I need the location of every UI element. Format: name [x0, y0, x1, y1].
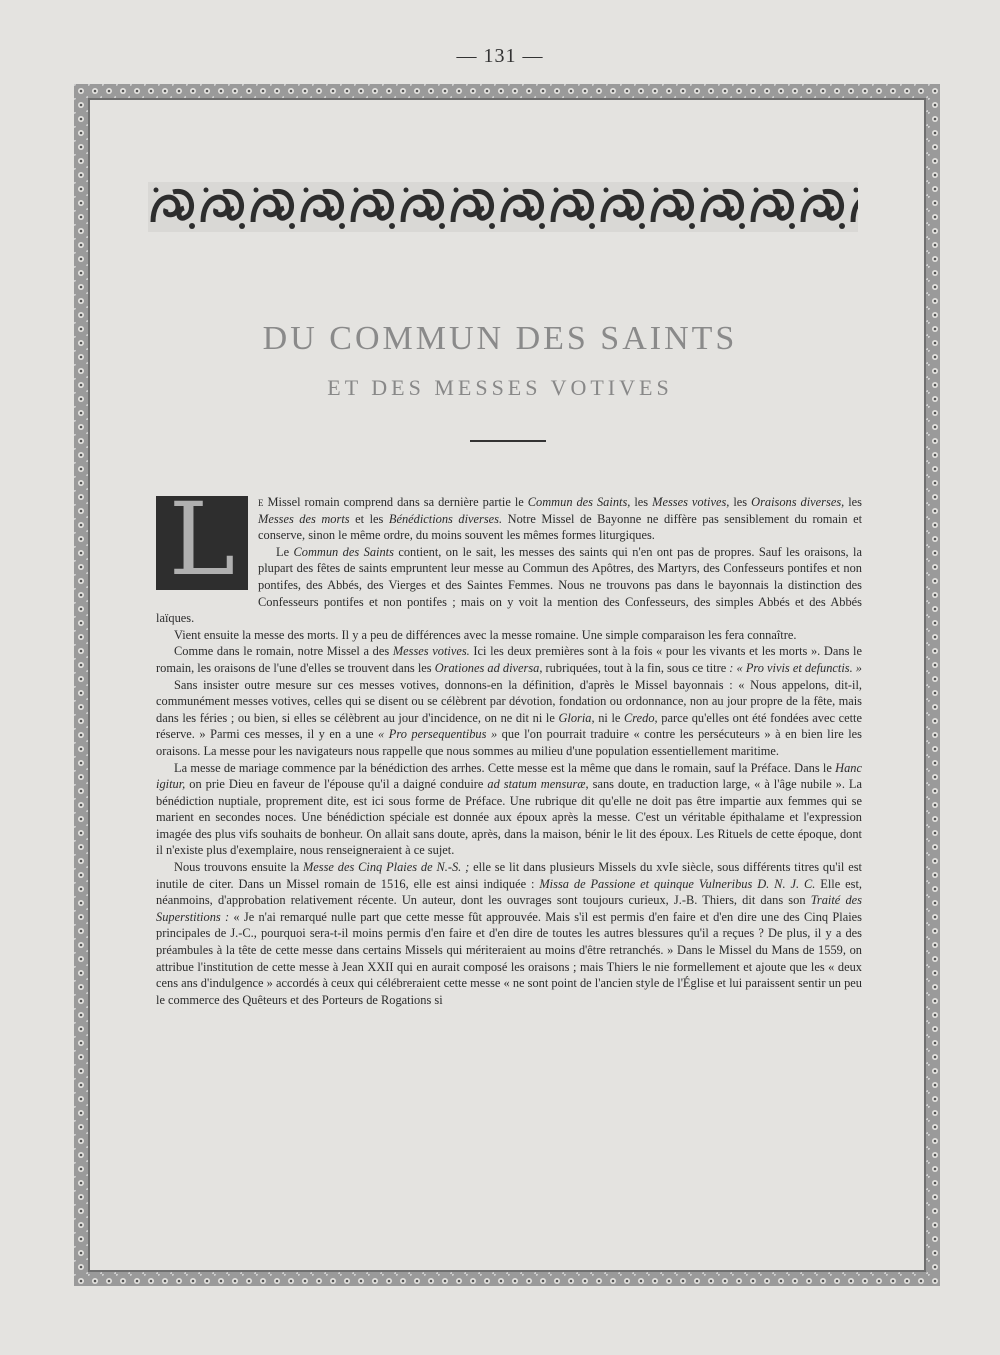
italic-text: : « Pro vivis et defunctis. »	[729, 660, 863, 675]
scroll-headpiece-ornament	[148, 182, 858, 232]
text: Ici les deux premières sont à la fois « pour les vivants et les morts ». Dans le romain, les oraisons de l'une d'elles se trouvent dans les	[156, 644, 862, 675]
italic-text: Hanc igitur,	[156, 760, 862, 792]
body-text	[156, 481, 863, 1008]
text: Missel romain comprend dans sa dernière partie le	[263, 495, 528, 509]
text: et les	[349, 511, 389, 526]
text: Comme dans le romain, notre Missel a des	[174, 644, 393, 659]
italic-text: Missa de Passione et quinque Vulneribus D. N. J. C.	[539, 876, 816, 891]
paragraph-2	[156, 544, 862, 627]
text: La messe de mariage commence par la bénédiction des arrhes. Cette messe est la même que dans le romain, sauf la Préface. Dans le	[174, 760, 836, 775]
drop-cap-ornament	[156, 481, 248, 598]
text: parce qu'elles ont été fondées avec cette réserve. » Parmi ces messes, il y en a une	[156, 710, 863, 742]
text: Elle est, néanmoins, d'approbation relativement récente. Un auteur, dont les ouvrages sont toujours curieux, J.-B. Thiers, dit dans son	[156, 876, 862, 908]
text: les	[729, 495, 752, 509]
italic-text: Messes votives,	[652, 495, 730, 509]
title-rule	[470, 440, 546, 442]
paragraph-4	[156, 643, 862, 676]
paragraph-7	[156, 859, 862, 1008]
text: « Je n'ai remarqué nulle part que cette messe fût approuvée. Mais s'il est permis d'en faire et d'en dire une des Cinq Plaies principales de J.-C., pourquoi sera-t-il moins permis d'en faire et d'en dire de toutes les autres blessures qu'il a reçues ? De plus, il y a des préambules à la tête de cette messe dans certains Missels qui mériteraient au moins d'être retranchés. » Dans le Missel du Mans de 1559, on attribue l'institution de cette messe à Jean XXII qui en aurait composé les oraisons ; mais Thiers le nie formellement et ajoute que les « deux cens ans d'indulgence » accordés à ceux qui célébreraient cette messe « ne sont point de l'ancien style de l'Église et lui paraissent sentir un peu le commerce des Quêteurs et des Porteurs de Rogations si	[156, 909, 862, 1007]
italic-text: Messes des morts	[258, 511, 350, 526]
italic-text: Commun des Saints	[293, 544, 394, 559]
text: Nous trouvons ensuite la	[174, 860, 303, 875]
text: Notre Missel de Bayonne ne diffère pas sensiblement du romain et conserve, sinon le même ordre, du moins souvent les mêmes formes liturgiques.	[258, 511, 863, 543]
text: les	[844, 495, 862, 509]
text: Sans insister outre mesure sur ces messes votives, donnons-en la définition, d'après le Missel bayonnais : « Nous appelons, dit-il, communément messes votives, celles qui se disent ou se célèbrent par dévotion, fondation ou ordonnance, non au jour propre de la fête, mais dans les féries ; ou bien, si elles se célèbrent au jour d'incidence, on ne dit ni le	[156, 677, 862, 725]
italic-text: Oraisons diverses,	[751, 495, 845, 509]
italic-text: Gloria,	[558, 710, 595, 725]
text: que l'on pourrait traduire « contre les persécuteurs » à en bien lire les oraisons. La messe pour les navigateurs nous rappelle que nous sommes au milieu d'une population essentiellement maritime.	[156, 727, 862, 758]
text: ni le	[594, 710, 625, 725]
chapter-subtitle: ET DES MESSES VOTIVES	[327, 375, 673, 400]
text: rubriquées, tout à la fin, sous ce titre	[542, 660, 730, 675]
italic-text: Traité des Superstitions :	[156, 893, 862, 924]
paragraph-6	[156, 760, 862, 860]
italic-text: Messes votives.	[392, 644, 470, 659]
italic-text: Orationes ad diversa,	[434, 660, 543, 675]
paragraph-3: Vient ensuite la messe des morts. Il y a peu de différences avec la messe romaine. Une simple comparaison les fera connaître.	[174, 627, 797, 642]
text: elle se lit dans plusieurs Missels du xvIe siècle, sous différents titres qu'il est inutile de citer. Dans un Missel romain de 1516, elle est ainsi indiquée :	[156, 860, 862, 891]
lead-letters: e	[258, 495, 264, 509]
italic-text: Messe des Cinq Plaies de N.-S. ;	[302, 860, 470, 875]
text: les	[630, 495, 653, 509]
italic-text: ad statum mensuræ,	[487, 777, 589, 792]
chapter-title: DU COMMUN DES SAINTS	[262, 320, 738, 357]
text: Le	[276, 544, 294, 559]
paragraph-5	[156, 677, 862, 760]
paragraph-1	[156, 494, 862, 544]
italic-text: Credo,	[624, 710, 658, 725]
text: on prie Dieu en faveur de l'épouse qu'il a daigné conduire	[185, 777, 488, 792]
italic-text: « Pro persequentibus »	[378, 727, 498, 742]
page-number: — 131 —	[456, 45, 544, 67]
text: contient, on le sait, les messes des saints qui n'en ont pas de propres. Sauf les oraisons, la plupart des fêtes de saints empruntent leur messe au Commun des Apôtres, des Martyrs, des Confesseurs pontifes et non pontifes, des Abbés, des Vierges et des Saintes Femmes. Nous ne trouvons pas dans le bayonnais la distinction des Confesseurs pontifes et non pontifes ; mais on y voit la mention des Confesseurs, des simples Abbés et des Abbés laïques.	[156, 544, 862, 626]
text: sans doute, en traduction large, « à l'âge nubile ». La bénédiction nuptiale, proprement dite, est ici sous forme de Préface. Une rubrique dit qu'elle ne doit pas être impartie aux femmes qui se marient en secondes noces. Une bénédiction spéciale est donnée aux époux après la messe. C'est un véritable épithalame et l'expression imagée des plus vifs souhaits de bonheur. On allait sans doute, après, dans la maison, bénir le lit des époux. Les Rituels de cette époque, dont il n'existe plus d'exemplaire, nous renseigneraient à ce sujet.	[156, 777, 862, 858]
italic-text: Commun des Saints,	[527, 495, 631, 509]
drop-cap-letter: L	[168, 481, 236, 598]
italic-text: Bénédictions diverses.	[388, 511, 503, 526]
